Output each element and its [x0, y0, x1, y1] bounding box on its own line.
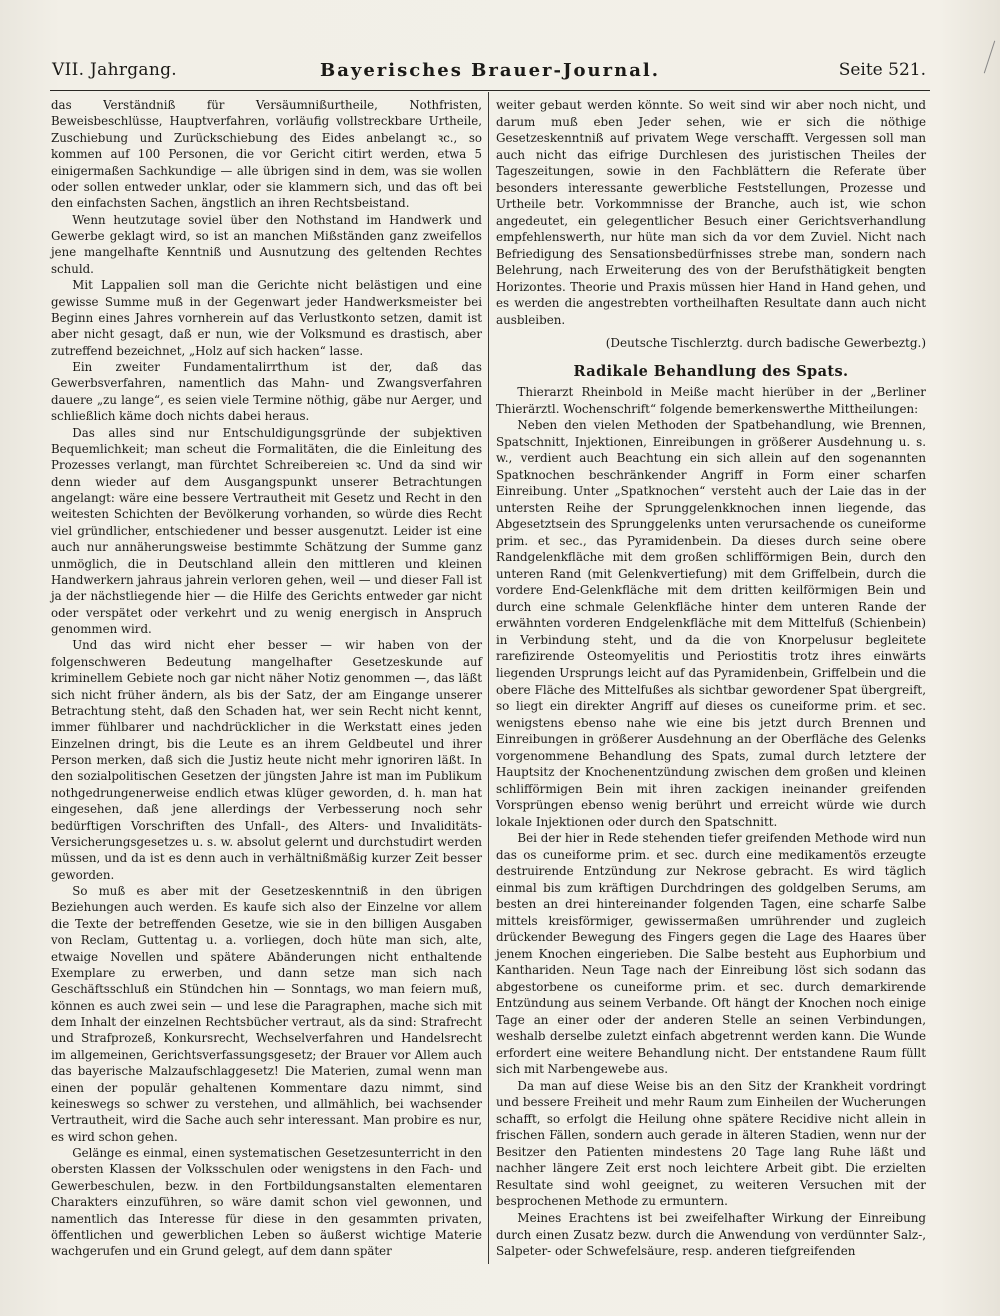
paragraph: Neben den vielen Methoden der Spatbehandlung, wie Brennen, Spatschnitt, Injektionen, Einreibungen in größerer Ausdehnung u. s. w., verdient auch Beachtung ein sich allein auf den sogenannten Spatknochen beschränkender Angriff in Form einer scharfen Einreibung. Unter „Spatknochen“ versteht auch der Laie das in der untersten Reihe der Sprunggelenkknochen innen liegende, das Abgesetztsein des Sprunggelenks unten verursachende os cuneiforme prim. et sec., das Pyramidenbein. Da dieses durch seine obere Randgelenkfläche mit dem großen schlifförmigen Bein, durch den unteren Rand (mit Gelenkvertiefung) mit dem Griffelbein, durch die vordere End-Gelenkfläche mit dem dritten keilförmigen Bein und durch eine schmale Gelenkfläche hinter dem unteren Rande der erwähnten vorderen Endgelenkfläche mit dem Mittelfuß (Schienbein) in Verbindung steht, und da die von Knorpelusur begleitete rarefizirende Osteomyelitis und Periostitis trotz ihres einwärts liegenden Ursprungs leicht auf das Pyramidenbein, Griffelbein und die obere Fläche des Mittelfußes als sichtbar gewordener Spat übergreift, so liegt ein direkter Angriff auf dieses os cuneiforme prim. et sec. wenigstens ebenso nahe wie eine bis jetzt durch Brennen und Einreibungen in größerer Ausdehnung an der Oberfläche des Gelenks vorgenommene Behandlung des Spats, zumal durch letztere der Hauptsitz der Knochenentzündung zwischen dem großen und kleinen schlifförmigen Bein mit ihren zackigen ineinander greifenden Vorsprüngen ebenso wenig berührt und erreicht würde wie durch lokale Injektionen oder durch den Spatschnitt. [496, 418, 926, 829]
right-column [496, 97, 926, 1260]
article-title: Radikale Behandlung des Spats. [573, 363, 849, 381]
left-column [51, 97, 482, 1260]
paragraph: Meines Erachtens ist bei zweifelhafter Wirkung der Einreibung durch einen Zusatz bezw. durch die Anwendung von verdünnter Salz-, Salpeter- oder Schwefelsäure, resp. anderen tiefgreifenden [496, 1211, 926, 1259]
column-divider [488, 92, 489, 1264]
paragraph: Gelänge es einmal, einen systematischen Gesetzesunterricht in den obersten Klassen der Volksschulen oder wenigstens in den Fach- und Gewerbeschulen, bezw. in den Fortbildungsanstalten elementaren Charakters einzuführen, so wäre damit schon viel gewonnen, und namentlich das Interesse für diese in den gesammten privaten, öffentlichen und gewerblichen Leben so äußerst wichtige Materie wachgerufen und ein Grund gelegt, auf dem dann später [51, 1146, 482, 1259]
paragraph: Bei der hier in Rede stehenden tiefer greifenden Methode wird nun das os cuneiforme prim. et sec. durch eine medikamentös erzeugte destruirende Entzündung zur Nekrose gebracht. Es wird täglich einmal bis zum kräftigen Durchdringen des goldgelben Serums, am besten an drei hintereinander folgenden Tagen, eine scharfe Salbe mittels kreisförmiger, gewissermaßen umrührender und zugleich drückender Bewegung des Fingers gegen die Lage des Haares über jenem Knochen eingerieben. Die Salbe besteht aus Euphorbium und Kanthariden. Neun Tage nach der Einreibung löst sich sodann das abgestorbene os cuneiforme prim. et sec. durch demarkirende Entzündung aus seinem Verbande. Oft hängt der Knochen noch einige Tage an einer oder der anderen Stelle an seinen Verbindungen, weshalb derselbe zuletzt einfach abgetrennt werden kann. Die Wunde erfordert eine weitere Behandlung nicht. Der entstandene Raum füllt sich mit Narbengewebe aus. [496, 831, 926, 1077]
volume-label: VII. Jahrgang. [52, 60, 177, 80]
source-citation: (Deutsche Tischlerztg. durch badische Gewerbeztg.) [605, 336, 926, 351]
paragraph: Thierarzt Rheinbold in Meiße macht hierüber in der „Berliner Thierärztl. Wochenschrift“ folgende bemerkenswerthe Mittheilungen: [496, 385, 926, 416]
paragraph: Da man auf diese Weise bis an den Sitz der Krankheit vordringt und bessere Freiheit und mehr Raum zum Einheilen der Wucherungen schafft, so erfolgt die Heilung ohne spätere Recidive nicht allein in frischen Fällen, sondern auch gerade in älteren Stadien, wenn nur der Besitzer den Patienten mindestens 20 Tage lang Ruhe läßt und nachher längere Zeit erst noch leichtere Arbeit gibt. Die erzielten Resultate sind wohl geeignet, zu weiteren Versuchen mit der besprochenen Methode zu ermuntern. [496, 1078, 926, 1209]
paragraph: Das alles sind nur Entschuldigungsgründe der subjektiven Bequemlichkeit; man scheut die Formalitäten, die die Einleitung des Prozesses verlangt, man fürchtet Schreibereien ꝛc. Und da sind wir denn wieder auf dem Ausgangspunkt unserer Betrachtungen angelangt: wäre eine bessere Vertrautheit mit Gesetz und Recht in den weitesten Schichten der Bevölkerung vorhanden, so würde dies Recht viel gründlicher, entschiedener und besser ausgenutzt. Leider ist eine auch nur annäherungsweise bestimmte Schätzung der Summe ganz unmöglich, die in Deutschland allein den mittleren und kleinen Handwerkern jahraus jahrein verloren gehen, weil — und dieser Fall ist ja der nächstliegende hier — die Hilfe des Gerichts entweder gar nicht oder verspätet oder verkehrt und zu wenig energisch in Anspruch genommen wird. [51, 425, 482, 636]
paragraph: weiter gebaut werden könnte. So weit sind wir aber noch nicht, und darum muß eben Jeder sehen, wie er sich die nöthige Gesetzeskenntniß auf privatem Wege verschafft. Vergessen soll man auch nicht das eifrige Durchlesen des juristischen Theiles der Tageszeitungen, sowie in den Fachblättern die Referate über besonders interessante gewerbliche Feststellungen, Prozesse und Urtheile betr. Vorkommnisse der Branche, auch ist, wie schon angedeutet, ein gelegentlicher Besuch einer Gerichtsverhandlung empfehlenswerth, nur hüte man sich da vor dem Zuviel. Nicht nach Befriedigung des Sensationsbedürfnisses strebe man, sondern nach Belehrung, nach Erweiterung des von der Berufsthätigkeit bengten Horizontes. Theorie und Praxis müssen hier Hand in Hand gehen, und es werden die angestrebten vortheilhaften Resultate dann auch nicht ausbleiben. [496, 98, 926, 327]
paragraph: Wenn heutzutage soviel über den Nothstand im Handwerk und Gewerbe geklagt wird, so ist an manchen Mißständen ganz zweifellos jene mangelhafte Kenntniß und Ausnutzung des geltenden Rechtes schuld. [51, 212, 482, 276]
page-number: Seite 521. [838, 60, 926, 80]
paragraph: das Verständniß für Versäumnißurtheile, Nothfristen, Beweisbeschlüsse, Hauptverfahren, vorläufig vollstreckbare Urtheile, Zuschiebung und Zurückschiebung des Eides anbelangt ꝛc., so kommen auf 100 Personen, die vor Gericht citirt werden, etwa 5 einigermaßen Sachkundige — alle übrigen sind in dem, was sie wollen oder sollen entweder unklar, oder sie klammern sich, und das oft bei den einfachsten Sachen, ängstlich an ihren Rechtsbeistand. [51, 98, 482, 211]
pencil-mark [984, 41, 995, 74]
paragraph: So muß es aber mit der Gesetzeskenntniß in den übrigen Beziehungen auch werden. Es kaufe sich also der Einzelne vor allem die Texte der betreffenden Gesetze, wie sie in den billigen Ausgaben von Reclam, Guttentag u. a. vorliegen, doch hüte man sich, alte, etwaige Novellen und spätere Abänderungen nicht enthaltende Exemplare zu erwerben, und dann setze man sich nach Geschäftsschluß ein Stündchen hin — Sonntags, wo man feiern muß, können es auch zwei sein — und lese die Paragraphen, mache sich mit dem Inhalt der einzelnen Rechtsbücher vertraut, als da sind: Strafrecht und Strafprozeß, Konkursrecht, Wechselverfahren und Handelsrecht im allgemeinen, Gerichtsverfassungsgesetz; der Brauer vor Allem auch das bayerische Malzaufschlaggesetz! Die Materien, zumal wenn man einen der populär gehaltenen Kommentare dazu nimmt, sind keineswegs so schwer zu verstehen, und allmählich, bei wachsender Vertrautheit, wird die Sache auch sehr interessant. Man probire es nur, es wird schon gehen. [51, 884, 482, 1144]
paragraph: Und das wird nicht eher besser — wir haben von der folgenschweren Bedeutung mangelhafter Gesetzeskunde auf kriminellem Gebiete noch gar nicht näher Notiz genommen —, das läßt sich nicht früher ändern, als bis der Satz, der am Eingange unserer Betrachtung steht, daß den Schaden hat, wer sein Recht nicht kennt, immer fühlbarer und nachdrücklicher in die Werkstatt eines jeden Einzelnen dringt, bis die Leute es an ihrem Geldbeutel und ihrer Person merken, daß sich die Justiz heute nicht mehr ignoriren läßt. In den sozialpolitischen Gesetzen der jüngsten Jahre ist man im Publikum nothgedrungenerweise endlich etwas klüger geworden, d. h. man hat eingesehen, daß jene allerdings der Verbesserung noch sehr bedürftigen Vorschriften des Unfall-, des Alters- und Invaliditäts-Versicherungsgesetzes u. s. w. absolut gelernt und durchstudirt werden müssen, und da ist es denn auch in verhältnißmäßig kurzer Zeit besser geworden. [51, 638, 482, 882]
journal-title: Bayerisches Brauer-Journal. [320, 60, 660, 81]
header-rule [50, 90, 930, 91]
paragraph: Mit Lappalien soll man die Gerichte nicht belästigen und eine gewisse Summe muß in der Gegenwart jeder Handwerksmeister bei Beginn eines Jahres vornherein auf das Verlustkonto setzen, damit ist aber nicht gesagt, daß er nun, wie der Volksmund es drastisch, aber zutreffend bezeichnet, „Holz auf sich hacken“ lasse. [51, 278, 482, 358]
paragraph: Ein zweiter Fundamentalirrthum ist der, daß das Gewerbsverfahren, namentlich das Mahn- und Zwangsverfahren dauere „zu lange“, es seien viele Termine nöthig, gäbe nur Aerger, und schließlich käme doch nichts dabei heraus. [51, 360, 482, 424]
page-header [50, 58, 930, 86]
